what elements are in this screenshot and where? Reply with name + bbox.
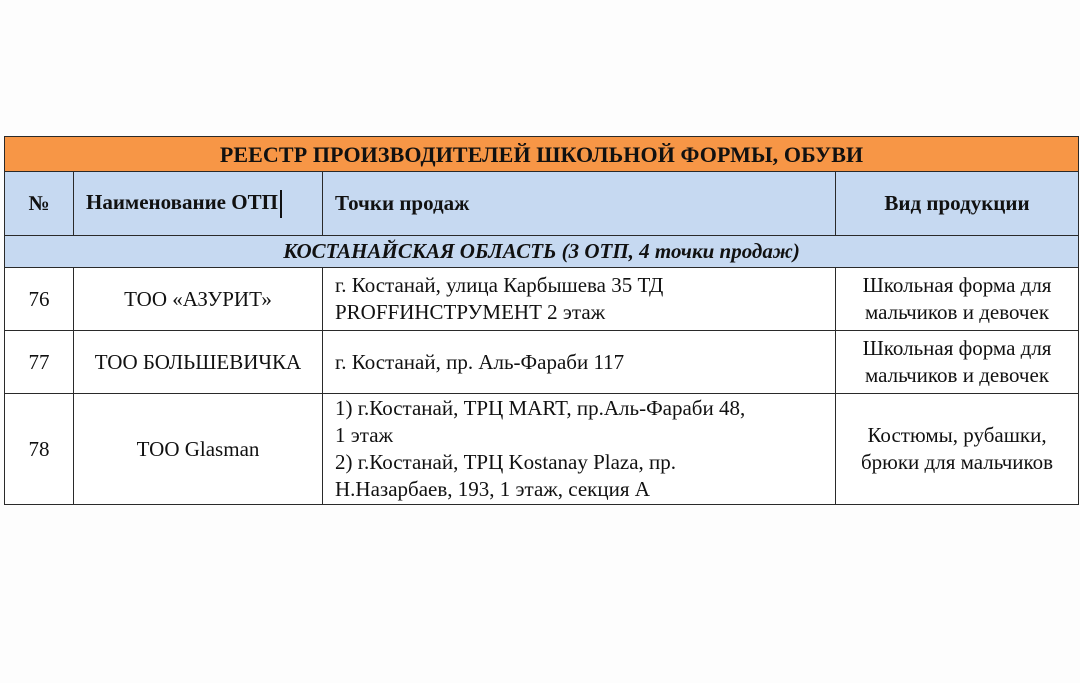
sales-point-line: 1 этаж: [335, 423, 394, 447]
region-label: КОСТАНАЙСКАЯ ОБЛАСТЬ (3 ОТП, 4 точки продаж): [5, 236, 1079, 268]
product-type: Костюмы, рубашки, брюки для мальчиков: [836, 394, 1079, 505]
sales-point-line: г. Костанай, пр. Аль-Фараби 117: [335, 349, 625, 374]
header-name-cell: [74, 172, 323, 236]
registry-table: [4, 136, 1079, 505]
header-name: Наименование ОТП: [86, 189, 278, 214]
header-product-type: Вид продукции: [836, 172, 1079, 236]
company-name: ТОО БОЛЬШЕВИЧКА: [74, 331, 323, 394]
company-name: ТОО Glasman: [74, 394, 323, 505]
sales-point-line: PROFFИНСТРУМЕНТ 2 этаж: [335, 300, 606, 324]
product-type: Школьная форма для мальчиков и девочек: [836, 331, 1079, 394]
sales-points: [323, 331, 836, 394]
table-row: [5, 268, 1079, 331]
row-number: 78: [5, 394, 74, 505]
text-cursor: [280, 190, 282, 218]
table-title: РЕЕСТР ПРОИЗВОДИТЕЛЕЙ ШКОЛЬНОЙ ФОРМЫ, ОБУВИ: [5, 137, 1079, 172]
header-points: Точки продаж: [323, 172, 836, 236]
company-name: ТОО «АЗУРИТ»: [74, 268, 323, 331]
sales-point-line: 2) г.Костанай, ТРЦ Kostanay Plaza, пр.: [335, 450, 677, 474]
sales-points: [323, 268, 836, 331]
row-number: 77: [5, 331, 74, 394]
header-number: №: [5, 172, 74, 236]
table-row: [5, 394, 1079, 505]
sales-point-line: г. Костанай, улица Карбышева 35 ТД: [335, 273, 664, 297]
sales-point-line: Н.Назарбаев, 193, 1 этаж, секция А: [335, 477, 650, 501]
product-type: Школьная форма для мальчиков и девочек: [836, 268, 1079, 331]
sales-point-line: 1) г.Костанай, ТРЦ MART, пр.Аль-Фараби 48,: [335, 396, 746, 420]
region-row: [5, 236, 1079, 268]
table-row: [5, 331, 1079, 394]
row-number: 76: [5, 268, 74, 331]
sales-points: [323, 394, 836, 505]
table-title-row: [5, 137, 1079, 172]
table-header-row: [5, 172, 1079, 236]
